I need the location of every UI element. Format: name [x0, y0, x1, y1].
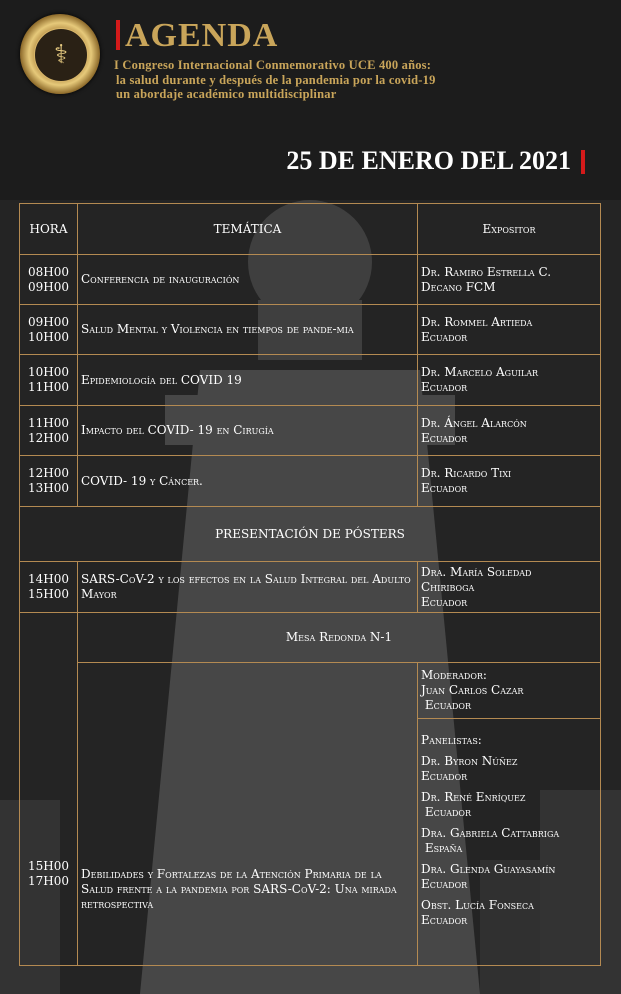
round-table-title: Mesa Redonda N-1 [77, 612, 601, 663]
round-table-topic: Debilidades y Fortalezas de la Atención Primaria de la Salud frente a la pandemia por SARS-CoV-2: Una mirada retrospectiva [77, 662, 418, 966]
date-accent-bar [581, 150, 585, 174]
moderator-name: Juan Carlos Cazar [421, 683, 524, 697]
table-row-time: 14H00 15H00 [19, 561, 78, 613]
table-row-topic: Epidemiología del COVID 19 [77, 354, 418, 406]
header-tematica: TEMÁTICA [77, 203, 418, 255]
table-row-speaker: Dr. Ricardo Tixi Ecuador [417, 455, 601, 507]
university-seal-logo [20, 14, 100, 94]
agenda-table [19, 203, 601, 966]
header-hora: HORA [19, 203, 78, 255]
table-row-time: 11H00 12H00 [19, 405, 78, 456]
panelist-item: Dr. Byron Núñez Ecuador [421, 754, 518, 783]
subtitle-line-3: un abordaje académico multidisciplinar [116, 87, 337, 101]
moderator-country: Ecuador [421, 698, 471, 712]
subtitle-line-2: la salud durante y después de la pandemia por la covid-19 [116, 73, 436, 87]
table-row-speaker: Dra. María Soledad Chiriboga Ecuador [417, 561, 601, 613]
table-row-topic: Impacto del COVID- 19 en Cirugía [77, 405, 418, 456]
page-title: AGENDA [125, 17, 279, 54]
table-row-time: 10H00 11H00 [19, 354, 78, 406]
table-row-time: 08H00 09H00 [19, 254, 78, 305]
subtitle-line-1: I Congreso Internacional Conmemorativo UCE 400 años: [114, 58, 432, 72]
table-row-topic: COVID- 19 y Cáncer. [77, 455, 418, 507]
caduceus-icon: ⚕ [34, 28, 88, 82]
table-row-time: 09H00 10H00 [19, 304, 78, 355]
moderator-label: Moderador: [421, 668, 487, 682]
posters-section-row: PRESENTACIÓN DE PÓSTERS [19, 506, 601, 562]
moderator-cell [417, 662, 601, 719]
event-date: 25 DE ENERO DEL 2021 [286, 146, 571, 175]
round-table-time: 15H00 17H00 [19, 612, 78, 966]
title-accent-bar [116, 20, 120, 50]
panelist-item: Dr. René Enríquez Ecuador [421, 790, 526, 819]
table-row-speaker: Dr. Rommel Artieda Ecuador [417, 304, 601, 355]
table-row-time: 12H00 13H00 [19, 455, 78, 507]
table-row-speaker: Dr. Ramiro Estrella C. Decano FCM [417, 254, 601, 305]
table-row-speaker: Dr. Marcelo Aguilar Ecuador [417, 354, 601, 406]
header-expositor: Expositor [417, 203, 601, 255]
table-row-topic: Salud Mental y Violencia en tiempos de pande-mia [77, 304, 418, 355]
table-row-speaker: Dr. Ángel Alarcón Ecuador [417, 405, 601, 456]
panelists-cell [417, 718, 601, 966]
panelist-item: Dra. Glenda Guayasamín Ecuador [421, 862, 556, 891]
table-row-topic: Conferencia de inauguración [77, 254, 418, 305]
table-row-topic: SARS-CoV-2 y los efectos en la Salud Integral del Adulto Mayor [77, 561, 418, 613]
panelists-label: Panelistas: [421, 733, 482, 747]
panelist-item: Dra. Gabriela Cattabriga España [421, 826, 560, 855]
panelist-item: Obst. Lucía Fonseca Ecuador [421, 898, 534, 927]
